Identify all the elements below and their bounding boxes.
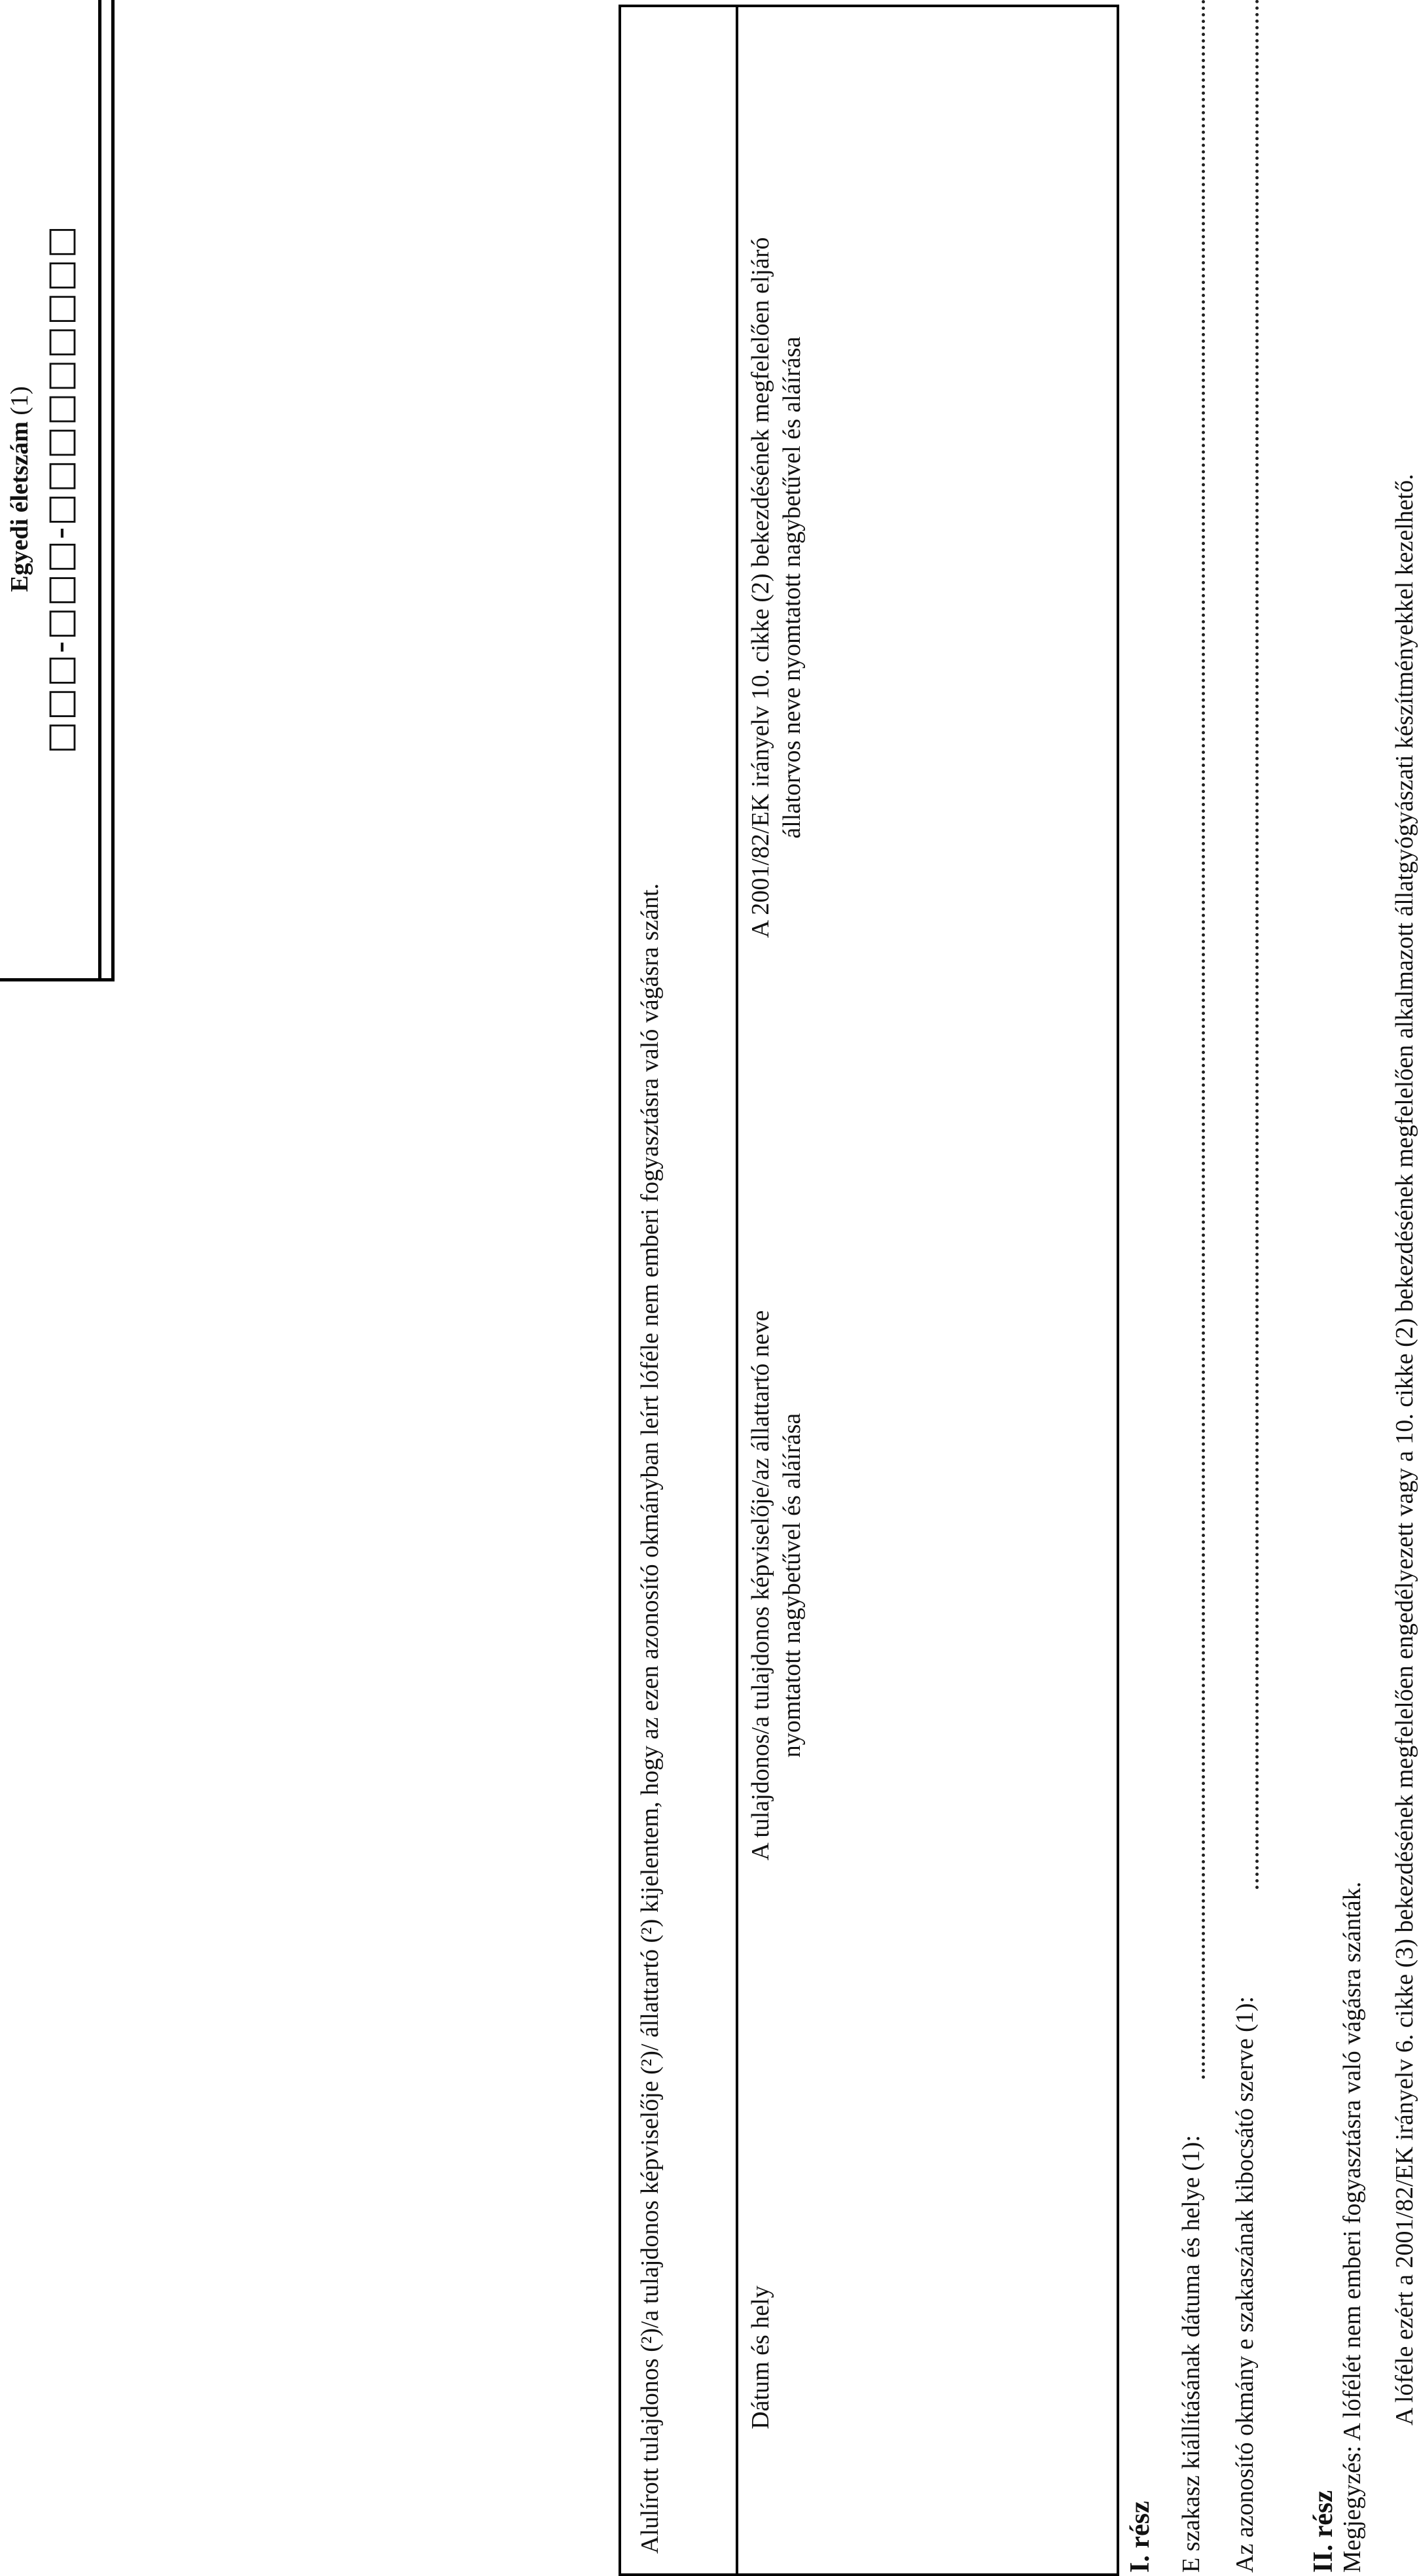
unique-id-label: Egyedi életszám (6, 421, 33, 592)
issue-date-place-label: E szakasz kiállításának dátuma és helye (1): (1177, 2135, 1205, 2573)
signature-owner-label: A tulajdonos/a tulajdonos képviselője/az állattartó neve nyomtatott nagybetűvel és aláírása (747, 1310, 806, 1861)
issuing-authority-field[interactable] (1255, 0, 1259, 1889)
declaration-divider (736, 7, 738, 2573)
part1-heading: I. rész (1125, 2501, 1155, 2573)
declaration-text: Alulírott tulajdonos (²)/a tulajdonos képviselője (²)/ állattartó (²) kijelentem, hogy az ezen azonosító okmányban leírt lóféle nem emberi fogyasztásra való vágásra szánt. (636, 883, 664, 2554)
unique-id-digit-boxes: □□□-□□□-□□□□□□□□□ (41, 224, 80, 754)
unique-id-box (0, 0, 115, 981)
issuing-authority-label: Az azonosító okmány e szakaszának kibocsátó szerve (1): (1231, 1996, 1259, 2573)
unique-id-title (5, 0, 34, 978)
signature-date-place-label: Dátum és hely (747, 2285, 774, 2429)
issuing-authority-footnote: (1) (1231, 2003, 1259, 2032)
id-box-divider (98, 0, 101, 978)
part2-heading: II. rész (1308, 2490, 1338, 2573)
issue-date-place-footnote: (1) (1177, 2142, 1205, 2171)
signature-vet-label: A 2001/82/EK irányelv 10. cikke (2) bekezdésének megfelelően eljáró állatorvos neve nyomtatott nagybetűvel és aláírása (747, 237, 806, 938)
issuing-authority-text: Az azonosító okmány e szakaszának kibocsátó szerve (1231, 2038, 1259, 2573)
part2-note: Megjegyzés: A lófélét nem emberi fogyasztásra való vágásra szánták. (1338, 1881, 1366, 2573)
declaration-box (619, 5, 1119, 2576)
unique-id-footnote: (1) (6, 386, 33, 415)
issue-date-place-text: E szakasz kiállításának dátuma és helye (1177, 2177, 1205, 2573)
part2-paragraph: A lóféle ezért a 2001/82/EK irányelv 6. cikke (3) bekezdésének megfelelően engedélyezett vagy a 10. cikke (2) bekezdésének megfelelően alkalmazott állatgyógyászati készítményekkel kezelhető. (1391, 474, 1418, 2426)
issue-date-place-field[interactable] (1202, 0, 1205, 2079)
